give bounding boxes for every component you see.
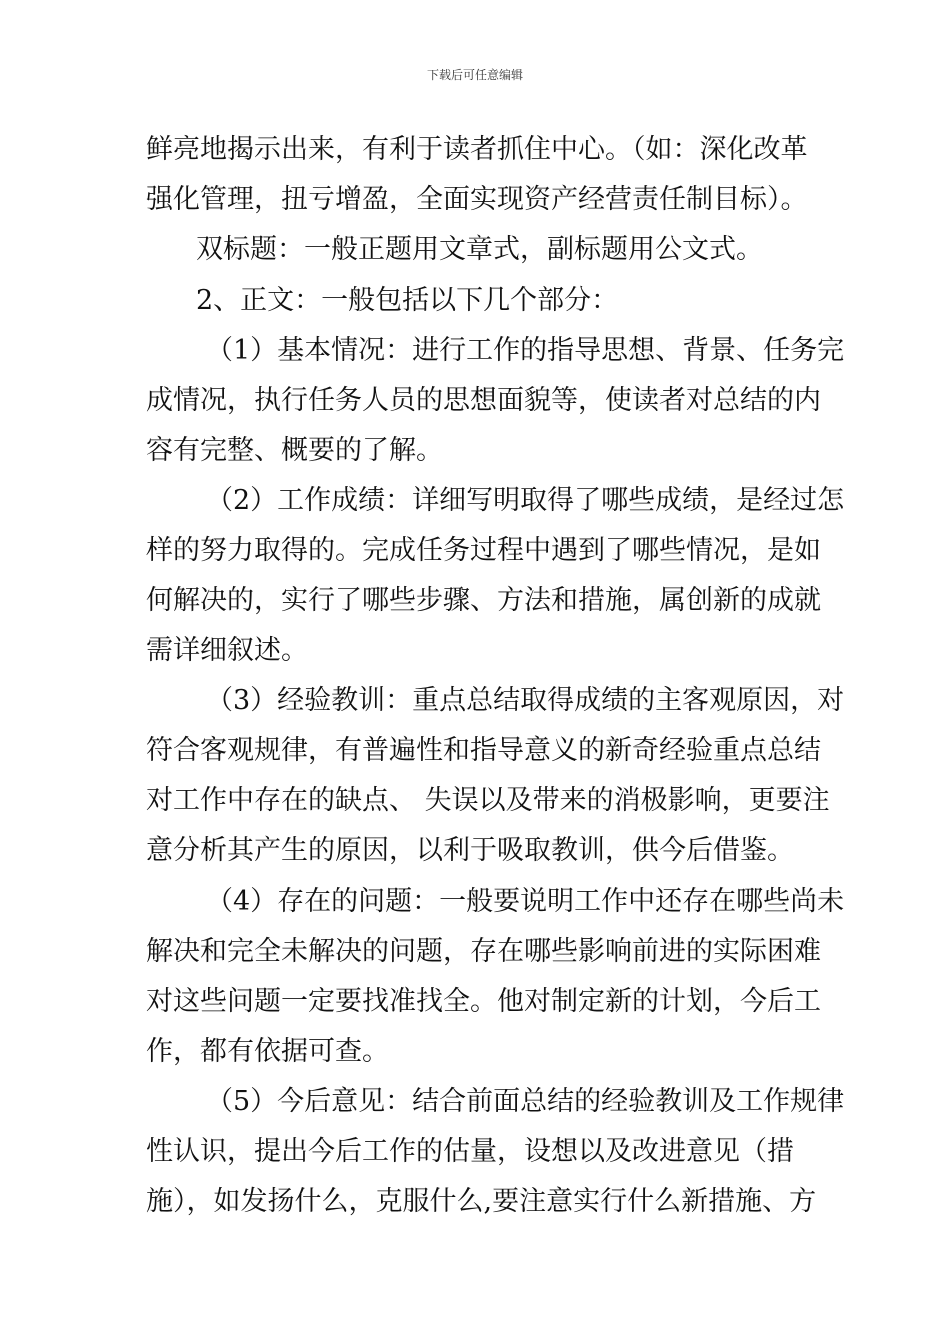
body-line: 性认识，提出今后工作的估量，设想以及改进意见（措: [146, 1136, 794, 1167]
body-line: （1）基本情况：进行工作的指导思想、背景、任务完: [206, 335, 845, 366]
body-line: 容有完整、概要的了解。: [146, 435, 443, 466]
body-line: 施），如发扬什么，克服什么,要注意实行什么新措施、方: [146, 1186, 817, 1217]
body-line: 对这些问题一定要找准找全。他对制定新的计划，今后工: [146, 986, 821, 1017]
body-line: （4）存在的问题：一般要说明工作中还存在哪些尚未: [206, 886, 845, 917]
page-header: 下载后可任意编辑: [426, 68, 523, 82]
body-line: （3）经验教训：重点总结取得成绩的主客观原因，对: [206, 685, 845, 716]
body-line: 需详细叙述。: [146, 635, 308, 666]
body-line: 解决和完全未解决的问题，存在哪些影响前进的实际困难: [146, 936, 821, 967]
body-line: 对工作中存在的缺点、 失误以及带来的消极影响，更要注: [146, 785, 830, 816]
body-line: 符合客观规律，有普遍性和指导意义的新奇经验重点总结: [146, 735, 821, 766]
body-line: （2）工作成绩：详细写明取得了哪些成绩，是经过怎: [206, 485, 845, 516]
body-line: 成情况，执行任务人员的思想面貌等，使读者对总结的内: [146, 385, 821, 416]
body-line: 意分析其产生的原因，以利于吸取教训，供今后借鉴。: [146, 835, 794, 866]
body-line: （5）今后意见：结合前面总结的经验教训及工作规律: [206, 1086, 845, 1117]
body-line: 何解决的，实行了哪些步骤、方法和措施，属创新的成就: [146, 585, 821, 616]
body-line: 鲜亮地揭示出来，有利于读者抓住中心。（如：深化改革: [146, 134, 808, 165]
body-line: 样的努力取得的。完成任务过程中遇到了哪些情况，是如: [146, 535, 821, 566]
body-line: 作，都有依据可查。: [146, 1036, 389, 1067]
body-line: 2、正文：一般包括以下几个部分：: [196, 285, 619, 316]
body-line: 强化管理，扭亏增盈，全面实现资产经营责任制目标）。: [146, 184, 808, 215]
body-line: 双标题：一般正题用文章式，副标题用公文式。: [196, 234, 763, 265]
